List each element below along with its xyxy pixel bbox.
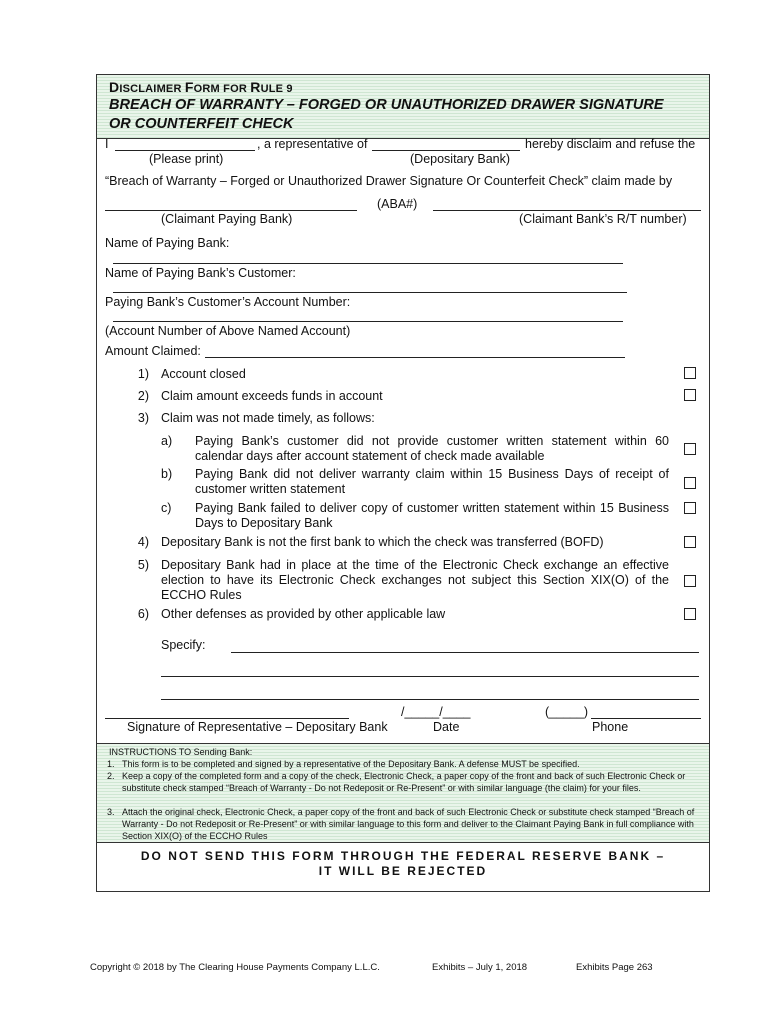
defense-3a: Paying Bank’s customer did not provide customer written statement within 60 calendar days after account statement of check made available xyxy=(195,434,669,463)
checkbox-account-closed[interactable] xyxy=(684,367,696,379)
checkbox-not-bofd[interactable] xyxy=(684,536,696,548)
date-label: Date xyxy=(433,720,460,734)
checkbox-other[interactable] xyxy=(684,608,696,620)
amount-claimed-field[interactable] xyxy=(205,357,625,358)
specify-field-3[interactable] xyxy=(161,699,699,700)
customer-account-number-label: Paying Bank’s Customer’s Account Number: xyxy=(105,295,351,309)
specify-field-2[interactable] xyxy=(161,676,699,677)
form-subtitle-line2: OR COUNTERFEIT CHECK xyxy=(109,116,294,132)
defense-3c: Paying Bank failed to deliver copy of customer written statement within 15 Business Days to Depositary Bank xyxy=(195,501,669,530)
depositary-bank-label: (Depositary Bank) xyxy=(410,152,511,166)
defense-electronic-election: Depositary Bank had in place at the time of the Electronic Check exchange an effective election to have its Electronic Check exchanges not subject this Section XIX(O) of the ECCHO Rules xyxy=(161,558,669,602)
paying-bank-name-label: Name of Paying Bank: xyxy=(105,236,230,250)
depositary-bank-field[interactable] xyxy=(372,150,520,151)
form-subtitle-line1: BREACH OF WARRANTY – FORGED OR UNAUTHORIZED DRAWER SIGNATURE xyxy=(109,97,664,113)
claimant-paying-bank-field[interactable] xyxy=(105,210,357,211)
claimant-rt-label: (Claimant Bank’s R/T number) xyxy=(519,212,687,226)
paying-bank-customer-label: Name of Paying Bank’s Customer: xyxy=(105,266,296,280)
paying-bank-customer-field[interactable] xyxy=(113,292,627,293)
intro-i: I xyxy=(105,137,109,151)
defense-account-closed: Account closed xyxy=(161,367,246,381)
date-field[interactable]: /_____/____ xyxy=(401,705,471,719)
defense-3b: Paying Bank did not deliver warranty claim within 15 Business Days of receipt of customer written statement xyxy=(195,467,669,496)
account-number-note: (Account Number of Above Named Account) xyxy=(105,324,351,338)
phone-area-code-field[interactable]: (_____) xyxy=(545,705,589,719)
defense-not-bofd: Depositary Bank is not the first bank to which the check was transferred (BOFD) xyxy=(161,535,604,549)
signature-label: Signature of Representative – Depositary Bank xyxy=(127,720,388,734)
instruction-2: Keep a copy of the completed form and a copy of the check, Electronic Check, a paper copy of the front and back of such Electronic Check or substitute check stamped “Breach of Warranty - Do not Redeposit or Re-Present” or with similar language (the claim) for your files. xyxy=(122,771,686,793)
checkbox-3a[interactable] xyxy=(684,443,696,455)
aba-label: (ABA#) xyxy=(377,197,418,211)
defense-exceeds-funds: Claim amount exceeds funds in account xyxy=(161,389,383,403)
checkbox-3c[interactable] xyxy=(684,502,696,514)
paying-bank-name-field[interactable] xyxy=(113,263,623,264)
phone-label: Phone xyxy=(592,720,629,734)
intro-representative-of: , a representative of xyxy=(257,137,368,151)
checkbox-3b[interactable] xyxy=(684,477,696,489)
phone-field[interactable] xyxy=(591,718,701,719)
claimant-rt-number-field[interactable] xyxy=(433,210,701,211)
claim-sentence: “Breach of Warranty – Forged or Unauthorized Drawer Signature Or Counterfeit Check” claim made by xyxy=(105,174,673,188)
intro-hereby: hereby disclaim and refuse the xyxy=(525,137,696,151)
please-print-label: (Please print) xyxy=(149,152,224,166)
form-header xyxy=(97,75,709,139)
instruction-3: Attach the original check, Electronic Check, a paper copy of the front and back of such Electronic Check or substitute check stamped “Breach of Warranty - Do not Redeposit or Re-Present” or with similar language to this form and deliver to the Claimant Paying Bank in full compliance with Section XIX(O) of the ECCHO Rules xyxy=(122,807,695,841)
footer-page-number: Exhibits Page 263 xyxy=(576,962,653,973)
defense-other: Other defenses as provided by other applicable law xyxy=(161,607,446,621)
disclaimer-form: DISCLAIMER FORM FOR RULE 9 BREACH OF WARRANTY – FORGED OR UNAUTHORIZED DRAWER SIGNATURE OR COUNTERFEIT CHECK I , a representative of hereby disclaim and refuse the (Please print) (Depositary Bank) “Breach of Warranty – Forged or Unauthorized Drawer Signature Or Counterfeit Check” claim made by (ABA#) (Claimant Paying Bank) (Claimant Bank’s R/T number) Name of Paying Bank: Name of Paying Bank’s Customer: Paying Bank’s Customer’s Account Number: (Account Number of Above Named Account) Amount Claimed: 1) Account closed 2) Claim amount exceeds funds in account 3) Claim was not made timely, as follows: a) Paying Bank’s customer did not provide customer written statement within 60 calendar days after account statement of check made available b) Paying Bank did not deliver warranty claim within 15 Business Days of receipt of customer written statement c) Paying Bank failed to deliver copy of customer written statement within 15 Business Days to Depositary Bank 4) Depositary Bank is not the first bank to which the check was transferred (BOFD) 5) Depositary Bank had in place at the time of the Electronic Check exchange an effective election to have its Electronic Check exchanges not subject this Section XIX(O) of the ECCHO Rules 6) Other defenses as provided by other applicable law Specify: /_____/____ (_____) Signature of Representative – Depositary Bank Date Phone INSTRUCTIONS TO Sending Bank: 1. This form is to be completed and signed by a representative of the Depositary Bank. A defense MUST be specified. 2. Keep a copy of the completed form and a copy of the check, Electronic Check, a paper copy of the front and back of such Electronic Check or substitute check stamped “Breach of Warranty - Do not Redeposit or Re-Present” or with similar language (the claim) for your files. 3. Attach the original check, Electronic Check, a paper copy of the front and back of such Electronic Check or substitute check stamped “Breach of Warranty - Do not Redeposit or Re-Present” or with similar language to this form and deliver to the Claimant Paying Bank in full compliance with Section XIX(O) of the ECCHO Rules DO NOT SEND THIS FORM THROUGH THE FEDERAL RESERVE BANK – IT WILL BE REJECTED xyxy=(96,74,710,892)
form-title: DISCLAIMER FORM FOR RULE 9 xyxy=(109,79,293,95)
checkbox-electronic-election[interactable] xyxy=(684,575,696,587)
instructions-heading: INSTRUCTIONS TO Sending Bank: xyxy=(109,747,253,757)
representative-name-field[interactable] xyxy=(115,150,255,151)
instructions-box: INSTRUCTIONS TO Sending Bank: 1. This form is to be completed and signed by a representative of the Depositary Bank. A defense MUST be specified. 2. Keep a copy of the completed form and a copy of the check, Electronic Check, a paper copy of the front and back of such Electronic Check or substitute check stamped “Breach of Warranty - Do not Redeposit or Re-Present” or with similar language (the claim) for your files. 3. Attach the original check, Electronic Check, a paper copy of the front and back of such Electronic Check or substitute check stamped “Breach of Warranty - Do not Redeposit or Re-Present” or with similar language to this form and deliver to the Claimant Paying Bank in full compliance with Section XIX(O) of the ECCHO Rules xyxy=(97,743,709,843)
specify-label: Specify: xyxy=(161,638,206,652)
checkbox-exceeds-funds[interactable] xyxy=(684,389,696,401)
specify-field-1[interactable] xyxy=(231,652,699,653)
customer-account-number-field[interactable] xyxy=(113,321,623,322)
footer-exhibits-date: Exhibits – July 1, 2018 xyxy=(432,962,528,973)
instruction-1: This form is to be completed and signed by a representative of the Depositary Bank. A defense MUST be specified. xyxy=(122,759,580,769)
federal-reserve-warning: DO NOT SEND THIS FORM THROUGH THE FEDERAL RESERVE BANK – IT WILL BE REJECTED xyxy=(140,849,666,878)
defense-not-timely: Claim was not made timely, as follows: xyxy=(161,411,375,425)
signature-field[interactable] xyxy=(105,718,349,719)
amount-claimed-label: Amount Claimed: xyxy=(105,344,201,358)
footer-copyright: Copyright © 2018 by The Clearing House Payments Company L.L.C. xyxy=(90,962,380,973)
claimant-paying-bank-label: (Claimant Paying Bank) xyxy=(161,212,293,226)
